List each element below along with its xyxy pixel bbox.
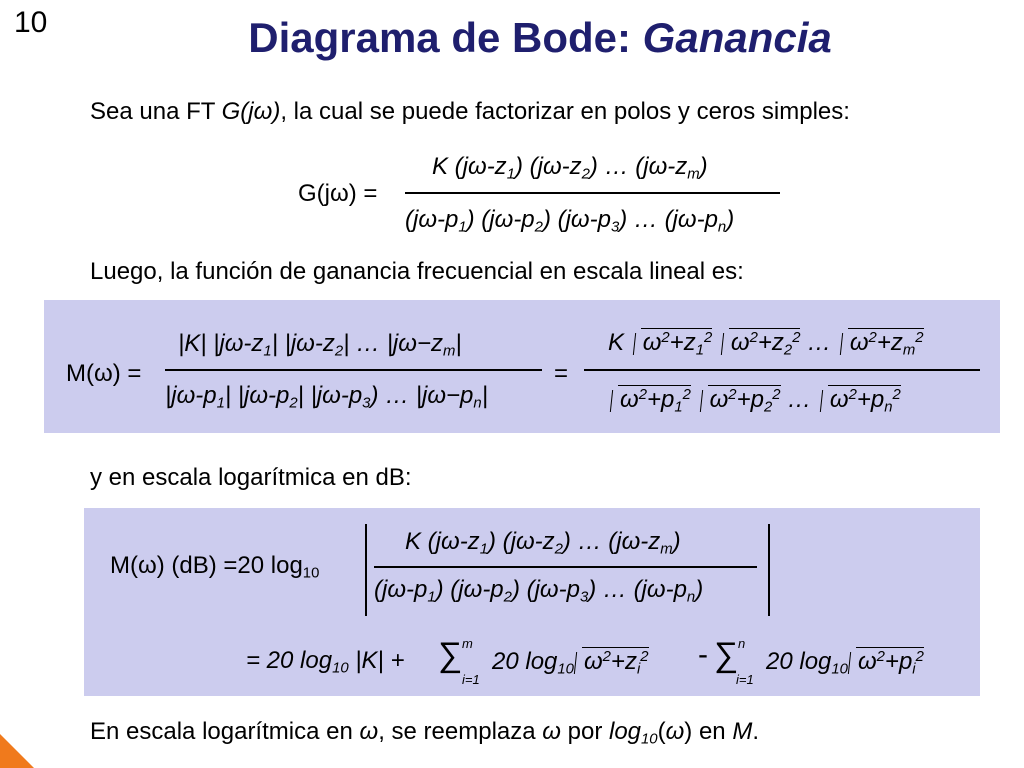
- sum-2-lower: i=1: [736, 672, 754, 687]
- eq-m-sqrt-denominator: $\omega^2+p_1^2$ $\omega^2+p_2^2$ … $\omega^2+p_n^2$: [620, 386, 901, 416]
- eq-db-lhs: M(ω) (dB) =20 $\log_{10}$: [110, 552, 320, 582]
- eq-db-fraction-bar: [374, 566, 757, 568]
- abs-bar-right: [768, 524, 770, 616]
- eq-m-numerator: |K| $|j\omega-z_1|$ $|j\omega-z_2|$ … $|j\omega-z_m|$: [178, 330, 462, 360]
- eq-db-line2-c: 20 $\log_{10} \omega^2+p_i^2$: [766, 648, 924, 678]
- sum-1-lower: i=1: [462, 672, 480, 687]
- linear-scale-text: Luego, la función de ganancia frecuencial en escala lineal es:: [90, 258, 744, 285]
- eq-m-fraction-bar: [165, 369, 542, 371]
- eq-m-lhs: M(ω) =: [66, 360, 142, 387]
- eq-db-line2-a: = 20 $\log_{10} |K|$ +: [246, 647, 405, 677]
- eq-g-denominator: $(j\omega-p_1)$ $(j\omega-p_2)$ $(j\omega-p_3)$ … $(j\omega-p_n)$: [405, 206, 735, 236]
- slide-title: Diagrama de Bode: Ganancia: [248, 14, 832, 61]
- slide-number: 10: [14, 6, 48, 39]
- eq-g-numerator: K $(j\omega-z_1)$ $(j\omega-z_2)$ … $(j\omega-z_m)$: [432, 153, 708, 183]
- log-scale-text: y en escala logarítmica en dB:: [90, 464, 412, 491]
- eq-db-line2-b: 20 $\log_{10} \omega^2+z_i^2$: [492, 648, 649, 678]
- corner-accent: [0, 734, 34, 768]
- sum-2-upper: n: [738, 636, 746, 651]
- eq-m-sqrt-numerator: K $\omega^2+z_1^2$ $\omega^2+z_2^2$ … $\omega^2+z_m^2$: [608, 329, 924, 359]
- sum-symbol-2: ∑: [714, 636, 739, 674]
- eq-g-fraction-bar: [405, 192, 780, 194]
- sum-symbol-1: ∑: [438, 636, 463, 674]
- eq-m-sqrt-fraction-bar: [584, 369, 980, 371]
- eq-m-denominator: $|j\omega-p_1|$ $|j\omega-p_2|$ $|j\omega-p_3$) … $|j\omega-p_n|$: [165, 382, 488, 412]
- sum-1-upper: m: [462, 636, 473, 651]
- footer-text: En escala logarítmica en ω, se reemplaza ω por $\log_{10}(\omega)$ en M.: [90, 718, 759, 748]
- eq-g-lhs: G(jω) =: [298, 180, 378, 207]
- eq-m-equals: =: [554, 360, 569, 387]
- intro-text: Sea una FT G(jω), la cual se puede factorizar en polos y ceros simples:: [90, 98, 850, 125]
- minus-sign: -: [698, 638, 708, 671]
- abs-bar-left: [365, 524, 367, 616]
- eq-db-denominator: $(j\omega-p_1)$ $(j\omega-p_2)$ $(j\omega-p_3)$ … $(j\omega-p_n)$: [374, 576, 704, 606]
- eq-db-numerator: K $(j\omega-z_1)$ $(j\omega-z_2)$ … $(j\omega-z_m)$: [405, 528, 681, 558]
